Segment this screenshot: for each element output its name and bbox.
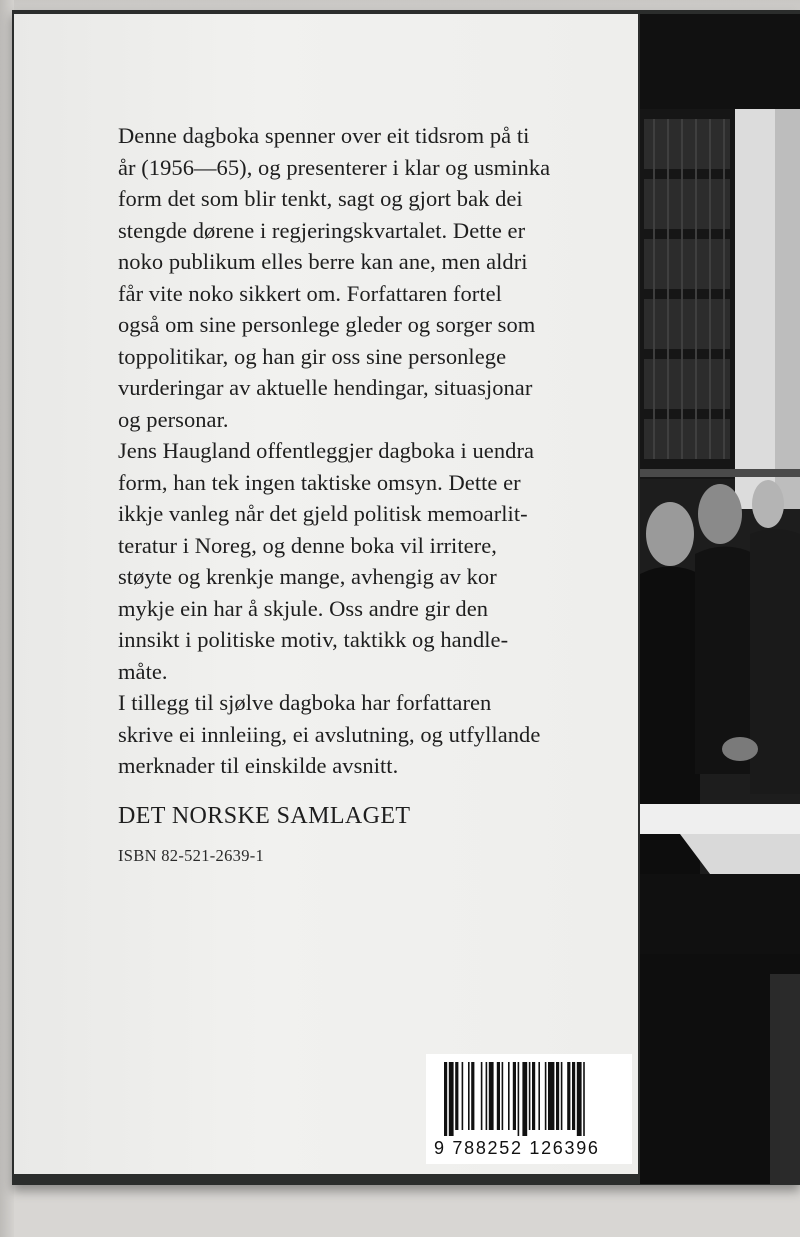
barcode-bar — [468, 1062, 470, 1130]
blurb-line: innsikt i politiske motiv, taktikk og handle- — [118, 627, 509, 652]
blurb-paragraph-3 — [118, 687, 638, 782]
barcode-bar — [532, 1062, 535, 1130]
blurb-line: merknader til einskilde avsnitt. — [118, 753, 399, 778]
barcode-bar — [577, 1062, 582, 1136]
blurb-line: form det som blir tenkt, sagt og gjort bak dei — [118, 186, 523, 211]
blurb-line: måte. — [118, 658, 168, 684]
barcode-bar — [583, 1062, 585, 1136]
blurb-line: Denne dagboka spenner over eit tidsrom på ti — [118, 123, 530, 148]
blurb-line: år (1956—65), og presenterer i klar og usminka — [118, 154, 551, 180]
blurb-line: Jens Haugland offentleggjer dagboka i uendra — [118, 438, 535, 463]
barcode-bar — [481, 1062, 483, 1130]
barcode-bar — [538, 1062, 540, 1130]
blurb-paragraph-2 — [118, 435, 638, 687]
blurb-line: noko publikum elles berre kan ane, men aldri — [118, 249, 528, 274]
barcode-bar — [518, 1062, 520, 1136]
barcode-number: 9 788252 126396 — [434, 1138, 600, 1158]
blurb-text — [118, 120, 638, 782]
blurb-line: skrive ei innleiing, ei avslutning, og utfyllande — [118, 721, 541, 747]
blurb-line: teratur i Noreg, og denne boka vil irritere, — [118, 532, 497, 558]
barcode-bar — [489, 1062, 494, 1130]
blurb-line: I tillegg til sjølve dagboka har forfattaren — [118, 690, 492, 715]
blurb-line: får vite noko sikkert om. Forfattaren fortel — [118, 280, 502, 306]
isbn-number: ISBN 82-521-2639-1 — [118, 846, 265, 865]
barcode-bar — [502, 1062, 504, 1130]
blurb-line: toppolitikar, og han gir oss sine personlege — [118, 343, 507, 369]
cover-photo-illustration — [640, 14, 800, 1184]
barcode-bar — [561, 1062, 563, 1130]
barcode-bar — [449, 1062, 454, 1136]
blurb-paragraph-1 — [118, 120, 638, 435]
barcode-bar — [471, 1062, 474, 1130]
barcode-bar — [567, 1062, 570, 1130]
blurb-line: mykje ein har å skjule. Oss andre gir den — [118, 595, 489, 621]
blurb-line: og personar. — [118, 406, 229, 432]
blurb-line: form, han tek ingen taktiske omsyn. Dette er — [118, 469, 521, 495]
blurb-line: også om sine personlege gleder og sorger som — [118, 312, 536, 337]
barcode-bar — [572, 1062, 575, 1130]
barcode-bar — [529, 1062, 531, 1130]
barcode-bar — [522, 1062, 527, 1136]
barcode-bar — [497, 1062, 500, 1130]
cover-photo — [640, 14, 800, 1184]
blurb-line: stengde dørene i regjeringskvartalet. Dette er — [118, 217, 526, 243]
barcode-bar — [455, 1062, 458, 1130]
barcode — [426, 1054, 632, 1164]
barcode-bar — [545, 1062, 547, 1130]
blurb-line: vurderingar av aktuelle hendingar, situasjonar — [118, 375, 533, 400]
barcode-bar — [444, 1062, 447, 1136]
blurb-line: støyte og krenkje mange, avhengig av kor — [118, 564, 497, 589]
barcode-bar — [486, 1062, 488, 1130]
barcode-bar — [548, 1062, 554, 1130]
barcode-bar — [556, 1062, 559, 1130]
barcode-bar — [508, 1062, 510, 1130]
barcode-bar — [462, 1062, 464, 1130]
blurb-line: ikkje vanleg når det gjeld politisk memoarlit- — [118, 501, 528, 526]
publisher-name: DET NORSKE SAMLAGET — [118, 803, 411, 829]
barcode-bars — [426, 1054, 632, 1138]
barcode-bar — [513, 1062, 516, 1130]
